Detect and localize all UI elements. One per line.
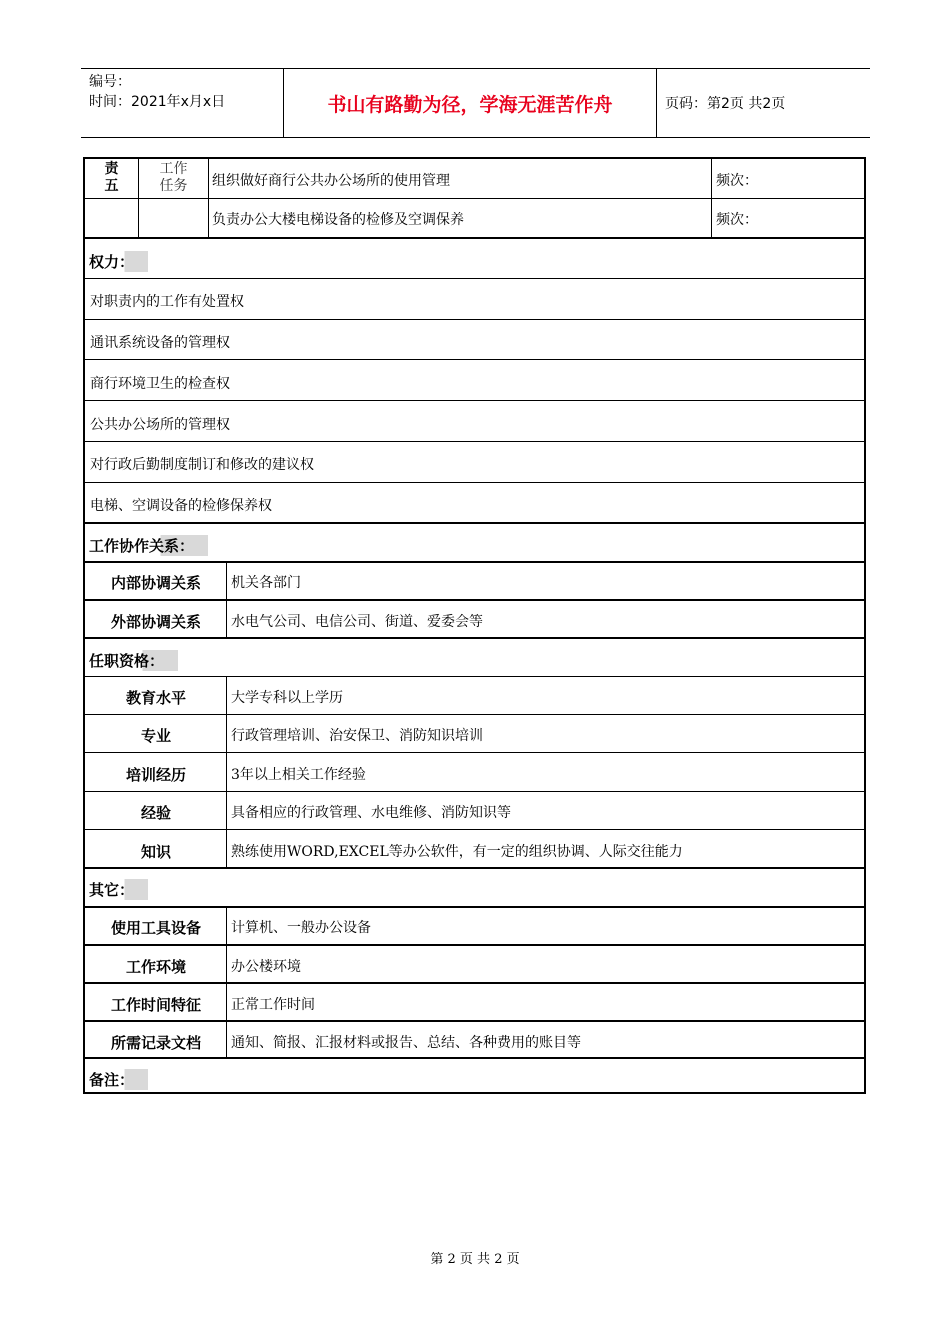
duty-label-bottom: 五 <box>104 178 119 194</box>
relations-value: 机关各部门 <box>231 575 301 591</box>
other-label: 所需记录文档 <box>110 1034 201 1052</box>
relations-section-title: 工作协作关系： <box>89 535 208 556</box>
qualification-section-title: 任职资格： <box>89 650 178 671</box>
authority-item: 对行政后勤制度制订和修改的建议权 <box>90 457 314 473</box>
header-motto: 书山有路勤为径，学海无涯苦作舟 <box>283 69 657 137</box>
authority-item: 公共办公场所的管理权 <box>90 417 230 433</box>
qualification-label: 教育水平 <box>125 689 186 707</box>
qualification-value: 行政管理培训、治安保卫、消防知识培训 <box>231 728 483 744</box>
document-date-label: 时间：2021年x月x日 <box>89 94 226 110</box>
qualification-value: 3年以上相关工作经验 <box>231 767 366 783</box>
page-footer: 第 2 页 共 2 页 <box>430 1252 520 1267</box>
qualification-label: 培训经历 <box>125 766 186 784</box>
qualification-value: 具备相应的行政管理、水电维修、消防知识等 <box>231 805 511 821</box>
authority-item: 商行环境卫生的检查权 <box>90 376 230 392</box>
relations-label: 内部协调关系 <box>110 574 201 592</box>
other-label: 工作时间特征 <box>110 996 201 1014</box>
other-label: 使用工具设备 <box>110 919 201 937</box>
header-meta <box>89 72 225 112</box>
relations-value: 水电气公司、电信公司、街道、爱委会等 <box>231 614 483 630</box>
duty-task-text: 负责办公大楼电梯设备的检修及空调保养 <box>212 212 464 228</box>
duty-label-top: 责 <box>104 161 119 177</box>
qualification-value: 熟练使用WORD,EXCEL等办公软件，有一定的组织协调、人际交往能力 <box>231 844 683 860</box>
duty-task-header-cell <box>139 161 208 195</box>
job-description-table <box>83 157 866 1094</box>
other-section-title: 其它： <box>89 879 148 900</box>
other-value: 通知、简报、汇报材料或报告、总结、各种费用的账目等 <box>231 1035 581 1051</box>
other-value: 计算机、一般办公设备 <box>231 920 371 936</box>
authority-section-title: 权力： <box>89 251 148 272</box>
remarks-section-title: 备注： <box>89 1069 148 1090</box>
relations-label: 外部协调关系 <box>110 613 201 631</box>
qualification-label: 专业 <box>140 727 171 745</box>
duty-number-cell <box>85 161 138 195</box>
qualification-value: 大学专科以上学历 <box>231 690 343 706</box>
document-number-label: 编号： <box>89 74 131 90</box>
duty-task-text: 组织做好商行公共办公场所的使用管理 <box>212 173 450 189</box>
qualification-label: 知识 <box>140 843 171 861</box>
duty-frequency-label: 频次： <box>716 173 758 189</box>
document-header <box>81 68 870 138</box>
duty-task-label-top: 工作 <box>159 161 188 177</box>
authority-item: 通讯系统设备的管理权 <box>90 335 230 351</box>
header-page-number: 页码：第2页 共2页 <box>665 96 786 112</box>
authority-item: 电梯、空调设备的检修保养权 <box>90 498 272 514</box>
duty-frequency-label: 频次： <box>716 212 758 228</box>
duty-task-label-bottom: 任务 <box>159 178 188 194</box>
authority-item: 对职责内的工作有处置权 <box>90 294 244 310</box>
other-value: 正常工作时间 <box>231 997 315 1013</box>
other-label: 工作环境 <box>125 958 186 976</box>
qualification-label: 经验 <box>140 804 171 822</box>
other-value: 办公楼环境 <box>231 959 301 975</box>
